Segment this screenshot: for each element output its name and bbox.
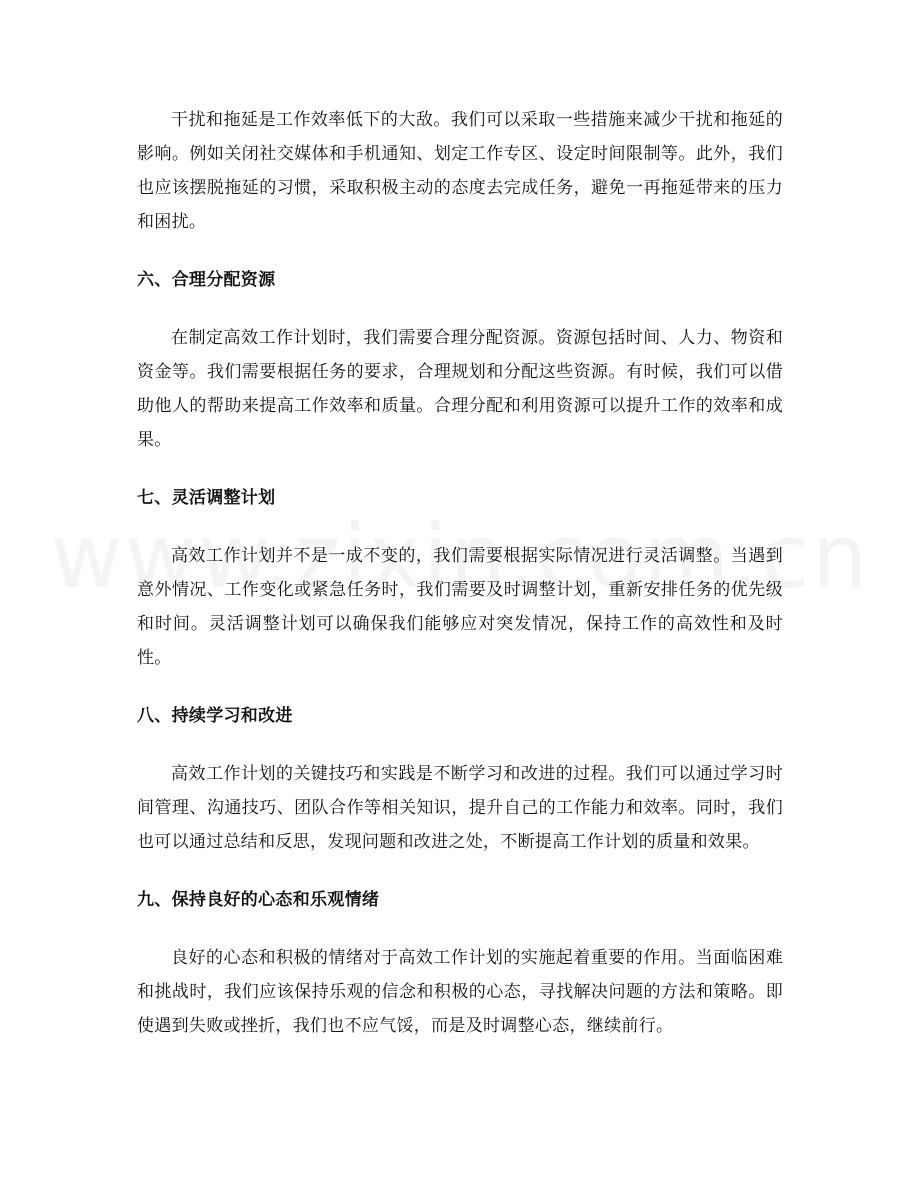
section-body-7: 高效工作计划并不是一成不变的，我们需要根据实际情况进行灵活调整。当遇到意外情况、工作变化或紧急任务时，我们需要及时调整计划，重新安排任务的优先级和时间。灵活调整计划可以确保我们能够应对突发情况，保持工作的高效性和及时性。: [137, 546, 783, 668]
section-heading-8: 八、持续学习和改进: [137, 706, 293, 726]
section-heading-6: 六、合理分配资源: [137, 270, 276, 290]
section-body-8: 高效工作计划的关键技巧和实践是不断学习和改进的过程。我们可以通过学习时间管理、沟通技巧、团队合作等相关知识，提升自己的工作能力和效率。同时，我们也可以通过总结和反思，发现问题和改进之处，不断提高工作计划的质量和效果。: [137, 764, 783, 852]
section-heading-9: 九、保持良好的心态和乐观情绪: [137, 890, 380, 910]
section-heading-7: 七、灵活调整计划: [137, 488, 276, 508]
section-body-6: 在制定高效工作计划时，我们需要合理分配资源。资源包括时间、人力、物资和资金等。我们需要根据任务的要求，合理规划和分配这些资源。有时候，我们可以借助他人的帮助来提高工作效率和质量。合理分配和利用资源可以提升工作的效率和成果。: [137, 328, 783, 450]
intro-paragraph: 干扰和拖延是工作效率低下的大敌。我们可以采取一些措施来减少干扰和拖延的影响。例如关闭社交媒体和手机通知、划定工作专区、设定时间限制等。此外，我们也应该摆脱拖延的习惯，采取积极主动的态度去完成任务，避免一再拖延带来的压力和困扰。: [137, 110, 783, 232]
document-content: [137, 103, 783, 1043]
section-body-9: 良好的心态和积极的情绪对于高效工作计划的实施起着重要的作用。当面临困难和挑战时，我们应该保持乐观的信念和积极的心态，寻找解决问题的方法和策略。即使遇到失败或挫折，我们也不应气馁，而是及时调整心态，继续前行。: [137, 948, 783, 1036]
